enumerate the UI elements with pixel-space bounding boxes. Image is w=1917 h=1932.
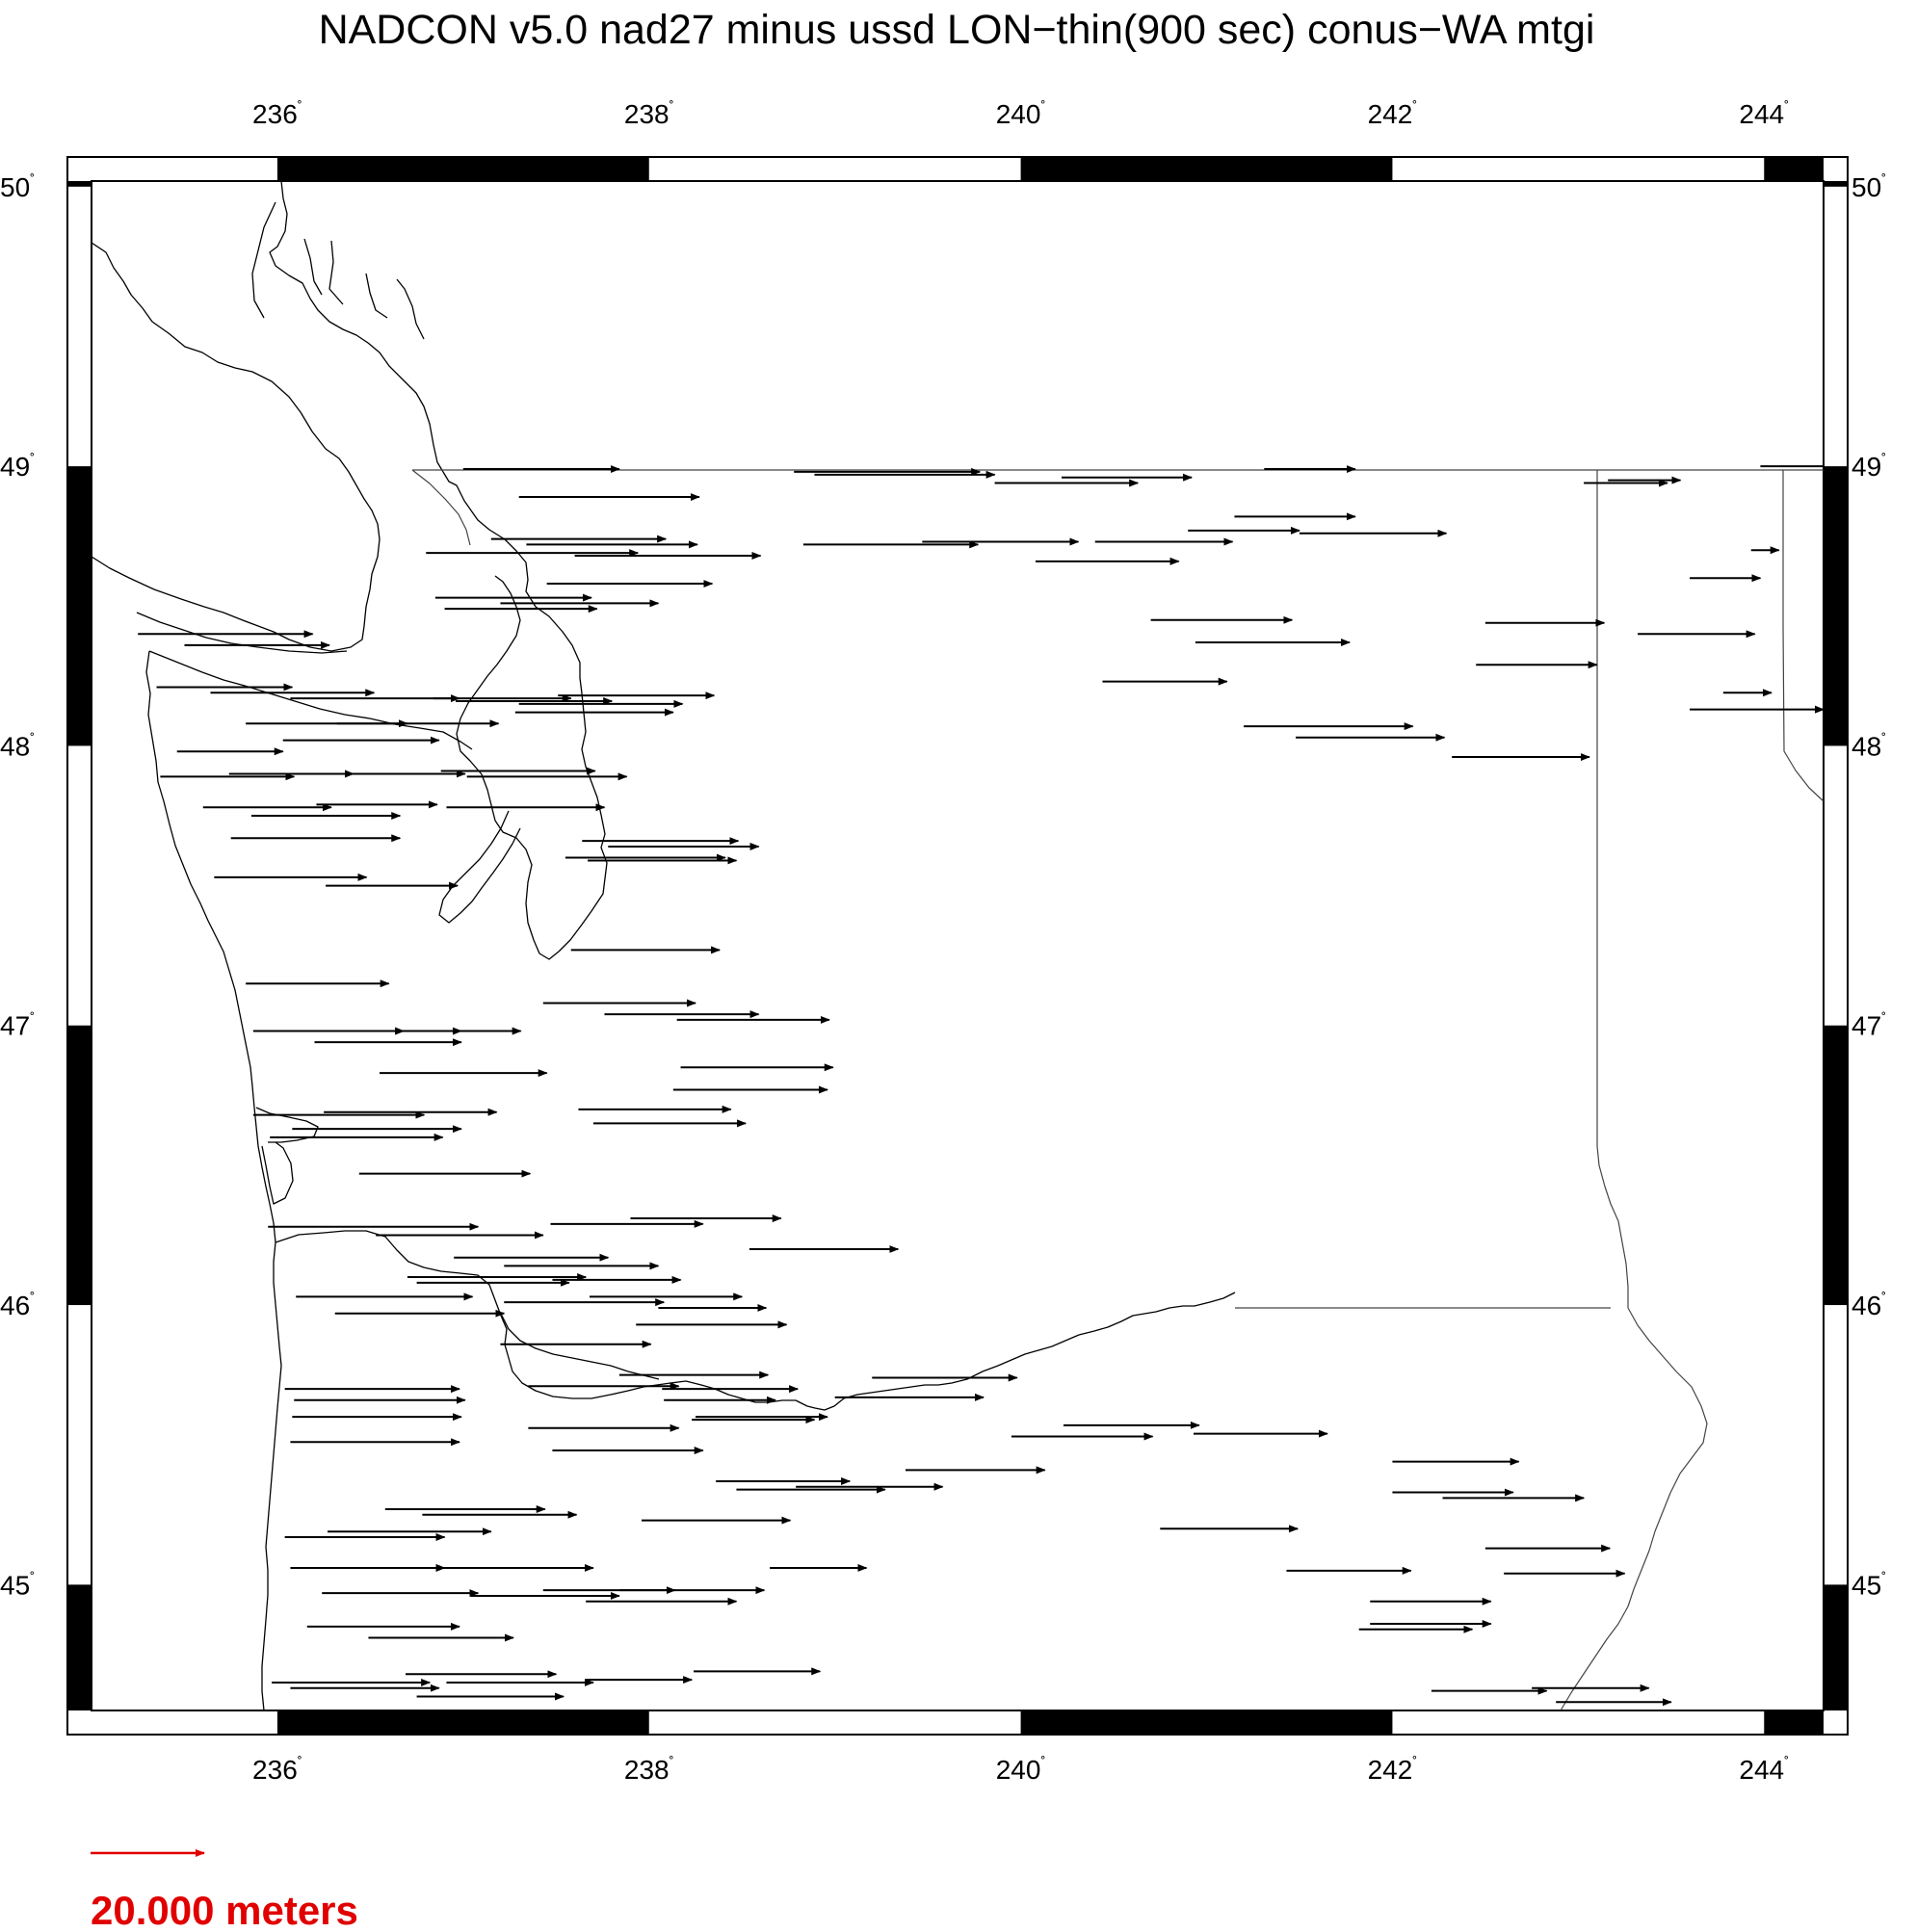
lon-tick-label-top: 244˚ — [1739, 99, 1790, 129]
lat-tick-label-left: 46˚ — [0, 1291, 36, 1321]
lon-tick-label-bottom: 244˚ — [1739, 1755, 1790, 1785]
inlet-fjord — [366, 274, 387, 318]
frame-block-left — [67, 466, 92, 745]
map-title: NADCON v5.0 nad27 minus ussd LON−thin(900 sec) conus−WA mtgi — [318, 7, 1595, 53]
lat-tick-label-right: 46˚ — [1851, 1291, 1887, 1321]
hood-canal — [439, 811, 520, 923]
lat-tick-label-right: 49˚ — [1851, 452, 1887, 483]
frame-block-right — [1824, 1584, 1848, 1710]
washington-idaho-border — [1597, 470, 1628, 1308]
lon-tick-label-bottom: 240˚ — [995, 1755, 1046, 1785]
lon-tick-label-top: 236˚ — [252, 99, 302, 129]
map-inner-frame — [92, 181, 1824, 1710]
inlet-north — [304, 239, 322, 295]
olympic-inner-coast — [256, 1127, 276, 1242]
inlet-east — [329, 241, 343, 304]
willapa-bay — [262, 1142, 293, 1204]
harbour-inlet — [252, 202, 276, 318]
border-strait-segment — [412, 470, 470, 545]
lat-tick-label-left: 49˚ — [0, 452, 36, 483]
columbia-river-north — [276, 1231, 1235, 1410]
lon-tick-label-bottom: 242˚ — [1367, 1755, 1418, 1785]
lon-tick-label-bottom: 236˚ — [252, 1755, 302, 1785]
lat-tick-label-right: 47˚ — [1851, 1010, 1887, 1041]
frame-block-top — [1764, 157, 1824, 181]
vancouver-island-coast — [92, 243, 380, 651]
frame-block-right — [1824, 466, 1848, 745]
frame-block-bottom — [1021, 1710, 1393, 1735]
lat-tick-label-left: 50˚ — [0, 171, 36, 202]
lon-tick-label-top: 240˚ — [995, 99, 1046, 129]
state-and-national-boundaries — [412, 470, 1824, 1710]
lat-tick-label-left: 45˚ — [0, 1570, 36, 1601]
juan-de-fuca-north — [149, 651, 472, 749]
washington-coast-south — [262, 1242, 281, 1710]
axis-labels — [0, 99, 1886, 1785]
vector-field — [138, 466, 1848, 1702]
frame-block-left — [67, 1026, 92, 1305]
lat-tick-label-left: 47˚ — [0, 1010, 36, 1041]
frame-block-bottom — [277, 1710, 649, 1735]
lat-tick-label-left: 48˚ — [0, 731, 36, 762]
legend-scale-label: 20.000 meters — [91, 1888, 358, 1932]
frame-block-top — [277, 157, 649, 181]
lon-tick-label-top: 238˚ — [623, 99, 674, 129]
frame-block-top — [1021, 157, 1393, 181]
frame-block-right — [1824, 1026, 1848, 1305]
oregon-idaho-snake-river — [1561, 1308, 1707, 1710]
lon-tick-label-bottom: 238˚ — [623, 1755, 674, 1785]
lat-tick-label-right: 48˚ — [1851, 731, 1887, 762]
lon-tick-label-top: 242˚ — [1367, 99, 1418, 129]
columbia-river-south — [501, 1314, 659, 1379]
frame-block-right — [1824, 181, 1848, 187]
idaho-montana-border — [1783, 470, 1824, 801]
lat-tick-label-right: 50˚ — [1851, 171, 1887, 202]
burrard-area — [397, 279, 424, 339]
frame-block-bottom — [1764, 1710, 1824, 1735]
lat-tick-label-right: 45˚ — [1851, 1570, 1887, 1601]
frame-block-left — [67, 1584, 92, 1710]
frame-block-left — [67, 181, 92, 187]
coastline-and-boundaries — [92, 181, 1235, 1710]
olympic-peninsula-coast — [146, 651, 256, 1127]
juan-de-fuca-south — [137, 613, 347, 653]
